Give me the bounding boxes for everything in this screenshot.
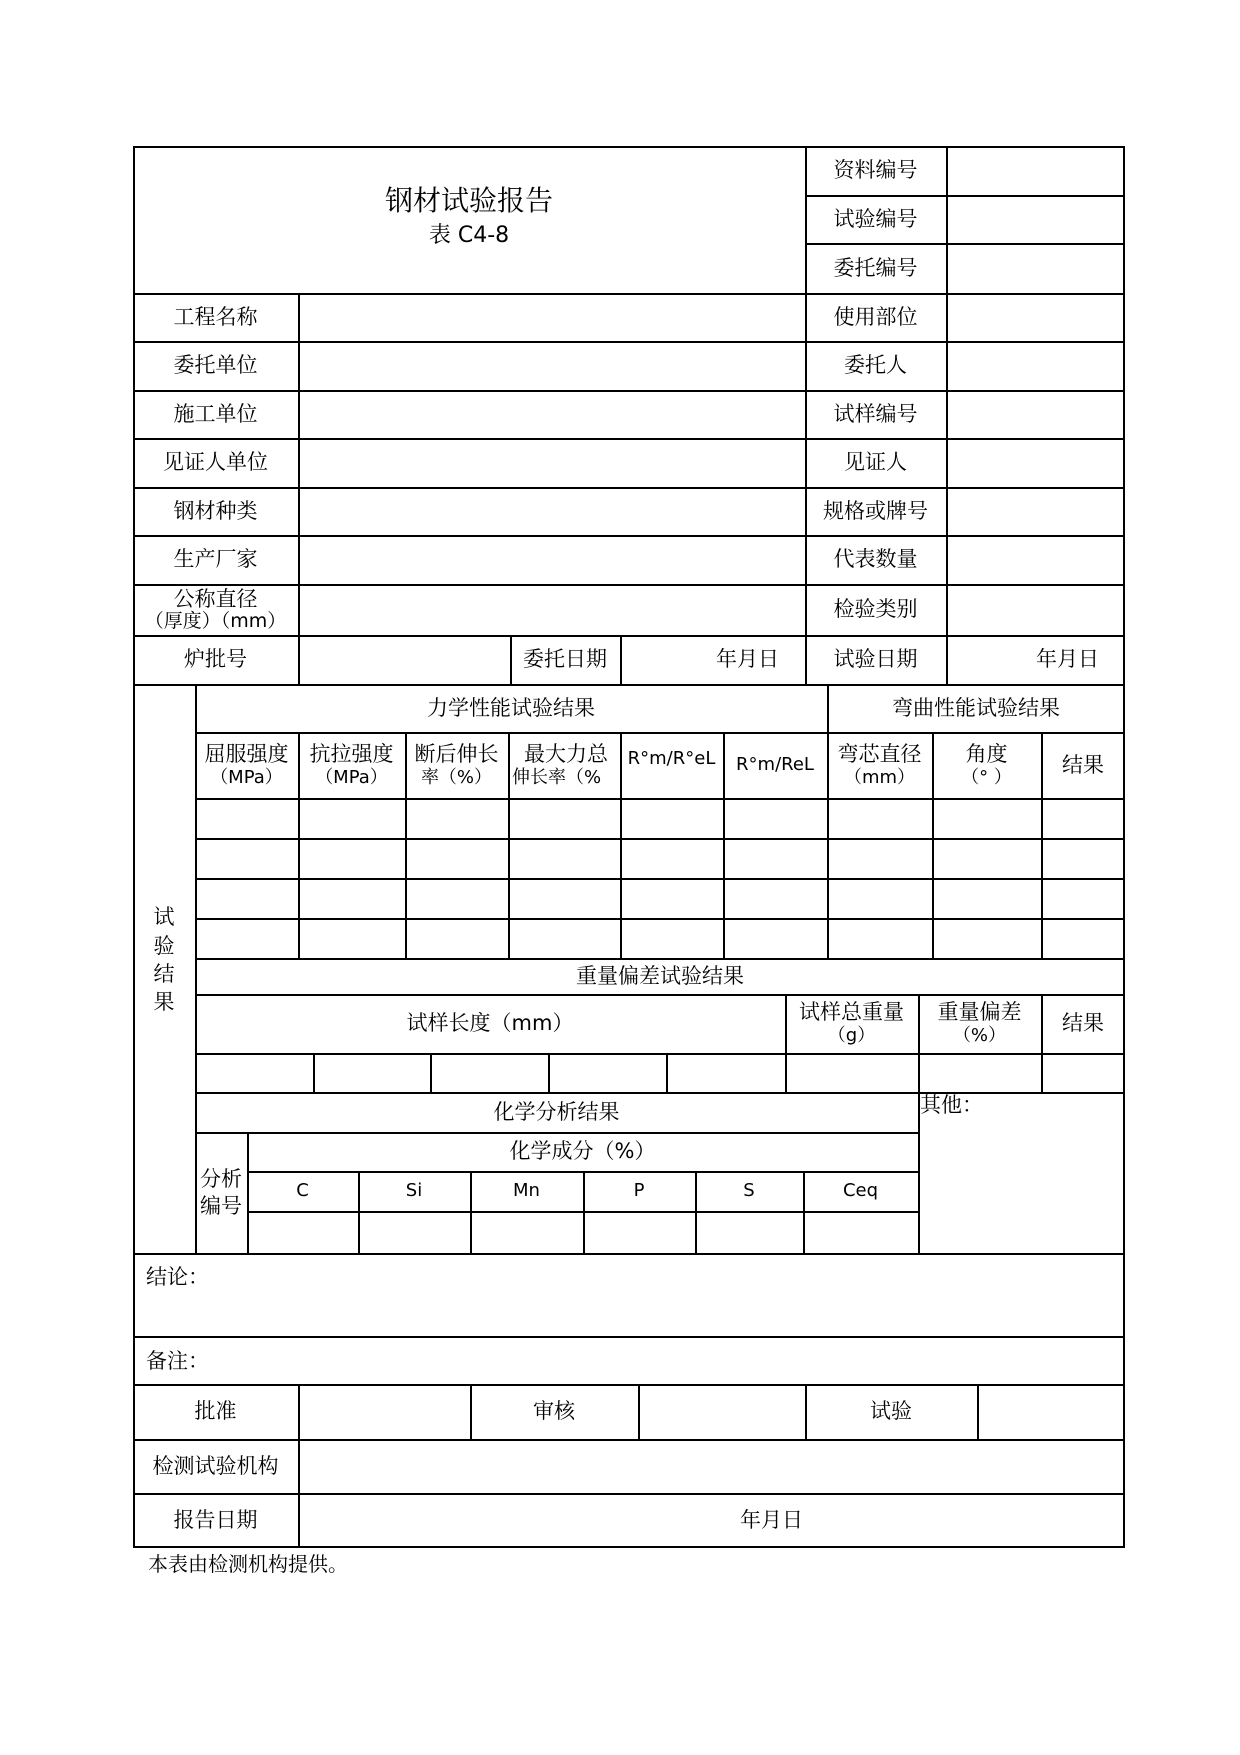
entrust-date-label: 委托日期: [523, 647, 607, 672]
yield-strength-header: 屈服强度 （MPa）: [204, 741, 289, 788]
test-date-label: 试验日期: [833, 647, 918, 672]
witness-field[interactable]: [946, 438, 1125, 487]
test-field[interactable]: [977, 1384, 1125, 1439]
review-label: 审核: [533, 1399, 575, 1424]
ratio-rm-rel-actual-header: R°m/R°eL: [627, 748, 716, 770]
project-name-field[interactable]: [298, 293, 805, 341]
witness-unit-field[interactable]: [298, 438, 805, 487]
footnote: 本表由检测机构提供。: [148, 1552, 348, 1576]
sample-length-header: 试样长度（mm）: [406, 1011, 574, 1036]
other-label: 其他：: [920, 1092, 983, 1117]
review-field[interactable]: [638, 1384, 805, 1439]
usage-location-field[interactable]: [946, 293, 1125, 341]
approve-field[interactable]: [298, 1384, 470, 1439]
rep-quantity-label: 代表数量: [833, 547, 918, 572]
tensile-strength-header: 抗拉强度 （MPa）: [309, 741, 394, 788]
witness-unit-label: 见证人单位: [163, 450, 268, 475]
report-date-value[interactable]: 年月日: [740, 1508, 803, 1533]
element-p: P: [633, 1179, 645, 1201]
manufacturer-label: 生产厂家: [173, 547, 258, 572]
project-name-label: 工程名称: [173, 304, 258, 329]
steel-type-field[interactable]: [298, 487, 805, 535]
client-unit-label: 委托单位: [173, 353, 258, 378]
test-results-side-label: 试 验 结 果: [153, 905, 175, 1015]
doc-no-label: 资料编号: [833, 158, 918, 183]
client-unit-field[interactable]: [298, 341, 805, 390]
manufacturer-field[interactable]: [298, 535, 805, 584]
total-weight-header: 试样总重量 （g）: [799, 1000, 904, 1047]
spec-grade-field[interactable]: [946, 487, 1125, 535]
report-title: 钢材试验报告: [384, 183, 553, 217]
doc-no-field[interactable]: [946, 146, 1125, 195]
test-no-field[interactable]: [946, 195, 1125, 243]
element-si: Si: [405, 1179, 423, 1201]
max-force-elongation-header: 最大力总 伸长率（%: [512, 741, 608, 788]
witness-label: 见证人: [844, 450, 907, 475]
construction-unit-field[interactable]: [298, 390, 805, 438]
sample-no-field[interactable]: [946, 390, 1125, 438]
institution-field[interactable]: [298, 1439, 1125, 1493]
sample-no-label: 试样编号: [833, 401, 918, 426]
weight-result-header: 结果: [1062, 1011, 1104, 1036]
ratio-rm-rel-header: R°m/ReL: [736, 753, 814, 775]
construction-unit-label: 施工单位: [173, 401, 258, 426]
weight-deviation-title: 重量偏差试验结果: [576, 963, 744, 988]
client-field[interactable]: [946, 341, 1125, 390]
report-date-label: 报告日期: [173, 1508, 258, 1533]
spec-grade-label: 规格或牌号: [823, 498, 928, 523]
bending-title: 弯曲性能试验结果: [892, 695, 1060, 720]
inspection-type-field[interactable]: [946, 584, 1125, 635]
element-mn: Mn: [513, 1179, 540, 1201]
nominal-diameter-line2: （厚度）（mm）: [144, 609, 287, 632]
mechanical-title: 力学性能试验结果: [427, 695, 595, 720]
remarks-label: 备注：: [146, 1348, 209, 1373]
approve-label: 批准: [194, 1399, 237, 1424]
nominal-diameter-line1: 公称直径: [173, 586, 258, 611]
analysis-no-header: 分析 编号: [200, 1167, 242, 1218]
inspection-type-label: 检验类别: [833, 597, 918, 622]
test-date-value[interactable]: 年月日: [1036, 647, 1099, 672]
form-code: 表 C4-8: [428, 223, 510, 249]
steel-type-label: 钢材种类: [173, 498, 258, 523]
entrust-no-field[interactable]: [946, 243, 1125, 293]
client-label: 委托人: [844, 353, 907, 378]
chemical-composition-header: 化学成分（%）: [509, 1139, 656, 1164]
chemical-title: 化学分析结果: [493, 1099, 620, 1124]
heat-no-field[interactable]: [298, 635, 510, 684]
test-no-label: 试验编号: [833, 206, 918, 231]
element-ceq: Ceq: [842, 1179, 879, 1201]
bend-result-header: 结果: [1062, 752, 1104, 777]
entrust-no-label: 委托编号: [833, 255, 918, 280]
entrust-date-value[interactable]: 年月日: [716, 647, 779, 672]
heat-no-label: 炉批号: [184, 647, 247, 672]
test-label: 试验: [870, 1399, 912, 1424]
institution-label: 检测试验机构: [152, 1453, 279, 1478]
usage-location-label: 使用部位: [833, 304, 918, 329]
nominal-diameter-label: [133, 584, 298, 635]
element-c: C: [296, 1179, 309, 1201]
angle-header: 角度 （° ）: [961, 741, 1012, 788]
conclusion-label: 结论：: [146, 1264, 209, 1289]
nominal-diameter-field[interactable]: [298, 584, 805, 635]
weight-deviation-header: 重量偏差 （%）: [937, 1000, 1022, 1047]
element-s: S: [743, 1179, 755, 1201]
elongation-header: 断后伸长 率（%）: [414, 741, 499, 788]
mandrel-diameter-header: 弯芯直径 （mm）: [837, 741, 922, 788]
rep-quantity-field[interactable]: [946, 535, 1125, 584]
